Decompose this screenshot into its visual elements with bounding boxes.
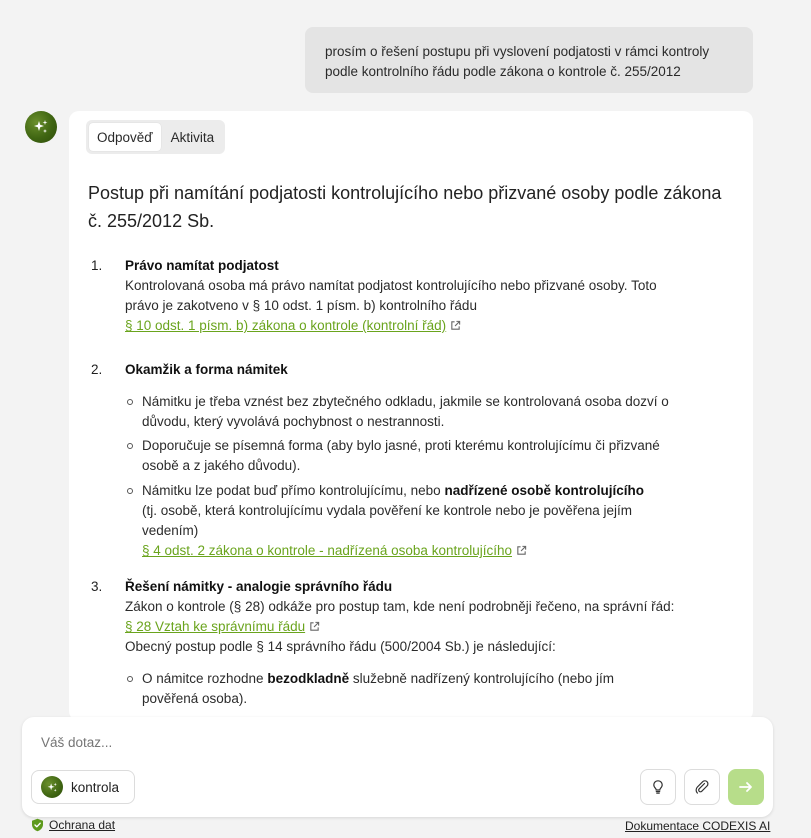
list-body (125, 360, 725, 380)
sparkle-icon (33, 119, 49, 135)
lightbulb-icon (650, 779, 666, 795)
bullet-line: vedením) (142, 523, 199, 538)
list-number: 2. (91, 362, 103, 377)
external-link-icon[interactable] (309, 621, 320, 632)
attach-button[interactable] (684, 769, 720, 805)
bullet-text (142, 436, 682, 476)
bullet-icon (127, 676, 133, 682)
item-text: Kontrolovaná osoba má právo namítat podjatost kontrolujícího nebo přizvané osoby. Toto (125, 278, 657, 293)
bullet-text (142, 481, 682, 561)
bullet-text (142, 392, 682, 432)
list-number: 1. (91, 258, 103, 273)
law-link[interactable]: § 28 Vztah ke správnímu řádu (125, 619, 306, 634)
bullet-icon (127, 488, 133, 494)
external-link-icon[interactable] (516, 545, 527, 556)
bullet-line: Námitku je třeba vznést bez zbytečného odkladu, jakmile se kontrolovaná osoba dozví o (142, 394, 669, 409)
user-message-bubble (305, 27, 753, 93)
answer-heading (88, 179, 738, 235)
chip-avatar (41, 776, 63, 798)
bullet-icon (127, 399, 133, 405)
tab-activity[interactable]: Aktivita (170, 129, 215, 145)
bullet-icon (127, 443, 133, 449)
tips-button[interactable] (640, 769, 676, 805)
law-link[interactable]: § 4 odst. 2 zákona o kontrole - nadřízená osoba kontrolujícího (142, 543, 512, 558)
docs-link[interactable]: Dokumentace CODEXIS AI (625, 819, 771, 833)
user-message-line: podle kontrolního řádu podle zákona o kontrole č. 255/2012 (325, 64, 681, 79)
user-message-line: prosím o řešení postupu při vyslovení podjatosti v rámci kontroly (325, 44, 710, 59)
privacy-link[interactable] (31, 818, 115, 832)
answer-card (69, 111, 753, 721)
item-text: Obecný postup podle § 14 správního řádu (500/2004 Sb.) je následující: (125, 639, 556, 654)
privacy-label: Ochrana dat (49, 818, 116, 832)
tab-answer[interactable]: Odpověď (89, 123, 161, 151)
heading-line: č. 255/2012 Sb. (88, 211, 215, 231)
send-arrow-icon (738, 779, 754, 795)
bullet-line: Doporučuje se písemná forma (aby bylo jasné, proti kterému kontrolujícímu či přizvané (142, 438, 660, 453)
list-body (125, 256, 725, 336)
bullet-line: (tj. osobě, která kontrolujícímu vydala pověření ke kontrole nebo je pověřena jejím (142, 503, 633, 518)
item-title: Řešení námitky - analogie správního řádu (125, 579, 393, 594)
item-title: Právo namítat podjatost (125, 258, 279, 273)
question-input[interactable] (41, 735, 641, 750)
bullet-text-part: Námitku lze podat buď přímo kontrolujícímu, nebo (142, 483, 445, 498)
send-button[interactable] (728, 769, 764, 805)
bullet-line: osobě a z jakého důvodu). (142, 458, 301, 473)
item-title: Okamžik a forma námitek (125, 362, 288, 377)
list-number: 3. (91, 579, 103, 594)
heading-line: Postup při namítání podjatosti kontrolujícího nebo přizvané osoby podle zákona (88, 183, 722, 203)
paperclip-icon (694, 779, 710, 795)
item-text: Zákon o kontrole (§ 28) odkáže pro postup tam, kde není podrobněji řečeno, na správní řád: (125, 599, 675, 614)
bullet-line: pověřená osoba). (142, 691, 248, 706)
bullet-text (142, 669, 682, 709)
item-text: právo je zakotveno v § 10 odst. 1 písm. b) kontrolního řádu (125, 298, 477, 313)
assistant-avatar (25, 111, 57, 143)
context-chip[interactable] (31, 770, 135, 804)
external-link-icon[interactable] (450, 320, 461, 331)
chip-label: kontrola (71, 779, 120, 795)
shield-check-icon (31, 818, 44, 832)
answer-tabs (86, 120, 225, 154)
sparkle-icon (47, 782, 58, 793)
bullet-text-part: služebně nadřízený kontrolujícího (nebo jím (349, 671, 614, 686)
bullet-text-part: O námitce rozhodne (142, 671, 268, 686)
law-link[interactable]: § 10 odst. 1 písm. b) zákona o kontrole (kontrolní řád) (125, 318, 447, 333)
list-body (125, 577, 725, 657)
bullet-line: důvodu, který vyvolává pochybnost o nestrannosti. (142, 414, 445, 429)
composer (22, 717, 773, 817)
bullet-bold: bezodkladně (267, 671, 350, 686)
bullet-bold: nadřízené osobě kontrolujícího (444, 483, 644, 498)
